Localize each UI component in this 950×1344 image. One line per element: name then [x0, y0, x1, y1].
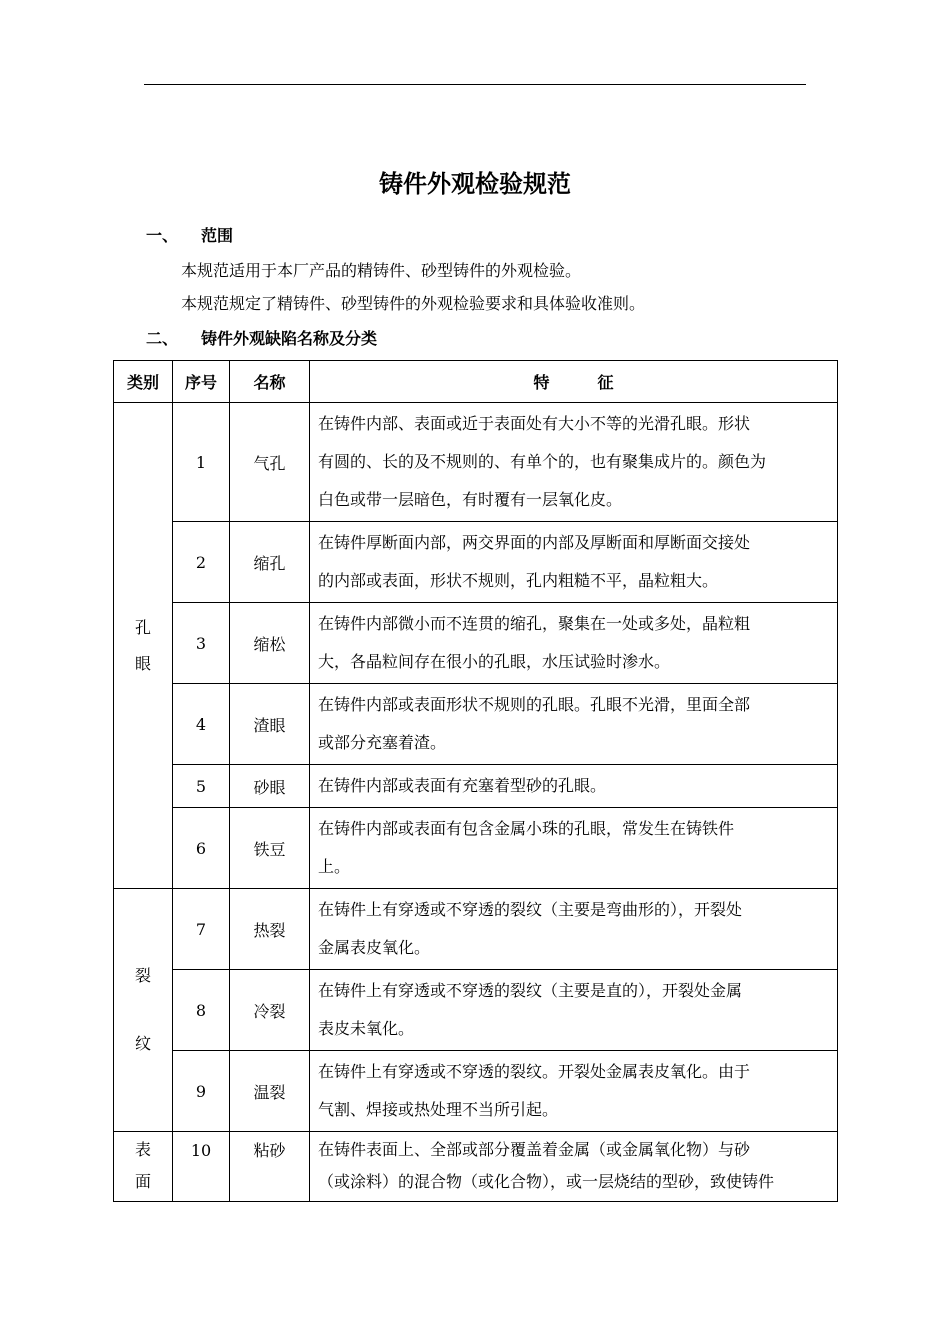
defect-feature: 在铸件内部微小而不连贯的缩孔，聚集在一处或多处，晶粒粗 大，各晶粒间存在很小的孔眼，水压试验时渗水。: [310, 603, 838, 684]
defect-feature: 在铸件上有穿透或不穿透的裂纹（主要是直的），开裂处金属 表皮未氧化。: [310, 970, 838, 1051]
category-label: 孔 眼: [134, 617, 151, 673]
header-category: 类别: [114, 361, 173, 403]
defect-name: 铁豆: [230, 808, 310, 889]
defect-name: 温裂: [230, 1051, 310, 1132]
category-cell-holes: [114, 403, 173, 889]
defect-feature: 在铸件厚断面内部，两交界面的内部及厚断面和厚断面交接处 的内部或表面，形状不规则，孔内粗糙不平，晶粒粗大。: [310, 522, 838, 603]
header-name: 名称: [230, 361, 310, 403]
defect-name: 缩松: [230, 603, 310, 684]
defect-name: 冷裂: [230, 970, 310, 1051]
document-title: 铸件外观检验规范: [379, 170, 571, 198]
defect-feature: 在铸件内部、表面或近于表面处有大小不等的光滑孔眼。形状 有圆的、长的及不规则的、有单个的，也有聚集成片的。颜色为 白色或带一层暗色，有时覆有一层氧化皮。: [310, 403, 838, 522]
defect-name: 粘砂: [230, 1132, 310, 1202]
category-cell-cracks: [114, 889, 173, 1132]
table-row: [114, 684, 838, 765]
table-row: [114, 765, 838, 808]
row-number: 8: [173, 970, 230, 1051]
row-number: 6: [173, 808, 230, 889]
row-number: 10: [173, 1132, 230, 1202]
table-row: [114, 603, 838, 684]
category-cell-surface: [114, 1132, 173, 1202]
defect-name: 缩孔: [230, 522, 310, 603]
scope-paragraph-1: 本规范适用于本厂产品的精铸件、砂型铸件的外观检验。: [181, 261, 582, 280]
table-row: [114, 403, 838, 522]
scope-paragraph-2: 本规范规定了精铸件、砂型铸件的外观检验要求和具体验收准则。: [181, 294, 646, 313]
section-title: 范围: [201, 226, 234, 245]
section-number: 一、: [146, 226, 179, 245]
table-header-row: [114, 361, 838, 403]
table-row: [114, 522, 838, 603]
row-number: 7: [173, 889, 230, 970]
defect-feature: 在铸件内部或表面有包含金属小珠的孔眼，常发生在铸铁件 上。: [310, 808, 838, 889]
row-number: 2: [173, 522, 230, 603]
header-feature: 特 征: [310, 361, 838, 403]
section-heading-scope: [146, 224, 233, 248]
defect-feature: 在铸件内部或表面有充塞着型砂的孔眼。: [310, 765, 838, 808]
row-number: 4: [173, 684, 230, 765]
defect-feature: 在铸件上有穿透或不穿透的裂纹。开裂处金属表皮氧化。由于 气割、焊接或热处理不当所引起。: [310, 1051, 838, 1132]
category-label: 裂 纹: [134, 966, 151, 1053]
table-row: [114, 808, 838, 889]
table-row: [114, 889, 838, 970]
defect-name: 气孔: [230, 403, 310, 522]
defect-name: 渣眼: [230, 684, 310, 765]
defect-name: 砂眼: [230, 765, 310, 808]
category-label: 表 面: [134, 1140, 151, 1191]
defect-feature: 在铸件表面上、全部或部分覆盖着金属（或金属氧化物）与砂 （或涂料）的混合物（或化合物），或一层烧结的型砂，致使铸件: [310, 1132, 838, 1202]
defect-feature: 在铸件内部或表面形状不规则的孔眼。孔眼不光滑，里面全部 或部分充塞着渣。: [310, 684, 838, 765]
table-row: [114, 1051, 838, 1132]
defect-feature: 在铸件上有穿透或不穿透的裂纹（主要是弯曲形的），开裂处 金属表皮氧化。: [310, 889, 838, 970]
row-number: 9: [173, 1051, 230, 1132]
header-number: 序号: [173, 361, 230, 403]
defect-name: 热裂: [230, 889, 310, 970]
defect-classification-table: [113, 360, 838, 1202]
row-number: 1: [173, 403, 230, 522]
row-number: 3: [173, 603, 230, 684]
section-number: 二、: [146, 329, 179, 348]
header-rule: [144, 84, 806, 85]
row-number: 5: [173, 765, 230, 808]
section-heading-defects: [146, 327, 377, 351]
table-row: [114, 970, 838, 1051]
section-title: 铸件外观缺陷名称及分类: [201, 329, 378, 348]
table-row: [114, 1132, 838, 1202]
